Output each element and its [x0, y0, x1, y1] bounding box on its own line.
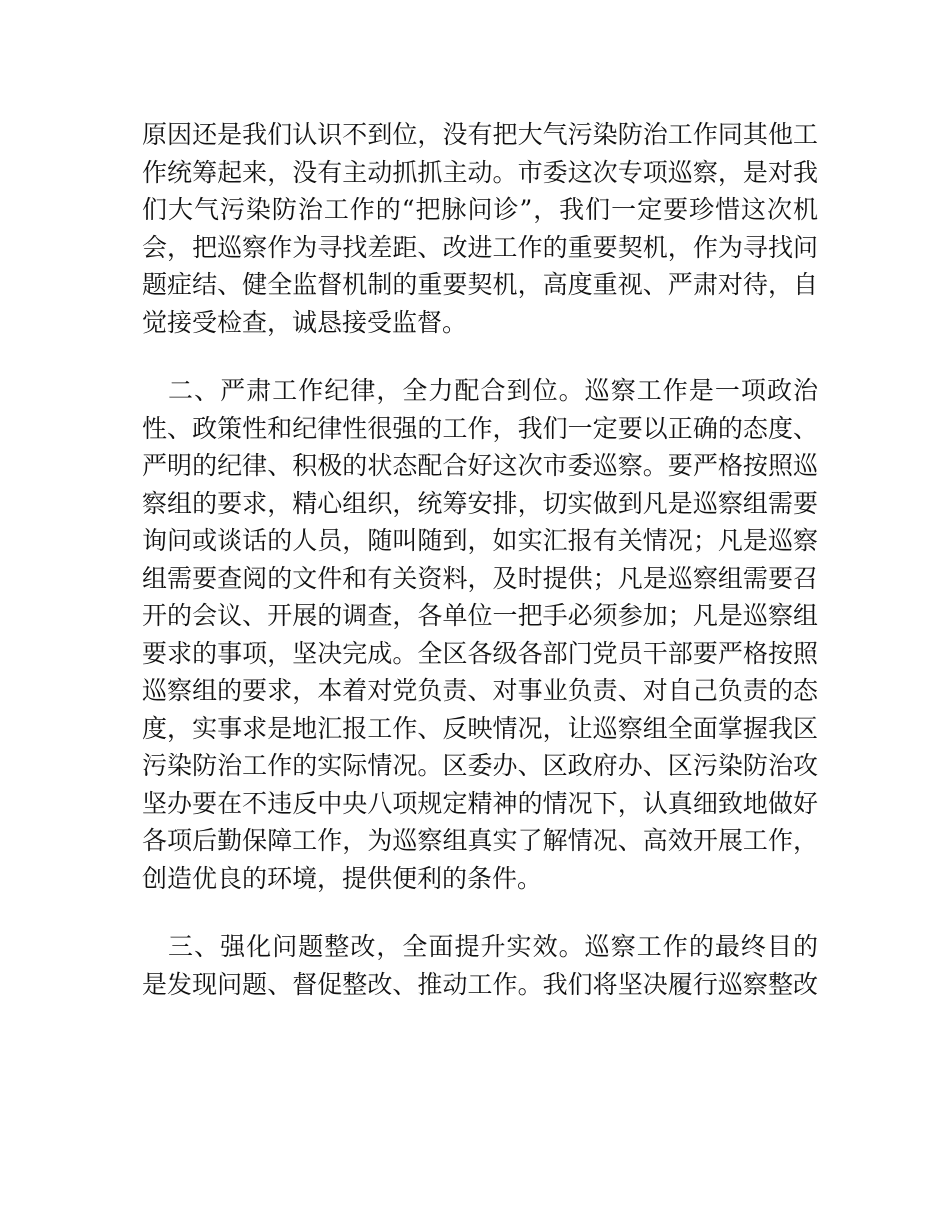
- paragraph-line: 觉接受检查，诚恳接受监督。: [142, 307, 468, 337]
- paragraph-line: 要求的事项，坚决完成。全区各级各部门党员干部要严格按照: [142, 638, 818, 668]
- paragraph-line: 污染防治工作的实际情况。区委办、区政府办、区污染防治攻: [142, 751, 818, 780]
- paragraph-line: 询问或谈话的人员，随叫随到，如实汇报有关情况；凡是巡察: [142, 526, 818, 555]
- paragraph-line: 开的会议、开展的调查，各单位一把手必须参加；凡是巡察组: [142, 601, 818, 630]
- paragraph-line: 们大气污染防治工作的“把脉问诊”，我们一定要珍惜这次机: [142, 195, 818, 224]
- paragraph-line: 严明的纪律、积极的状态配合好这次市委巡察。要严格按照巡: [142, 451, 818, 480]
- paragraph-line: 三、强化问题整改，全面提升实效。巡察工作的最终目的: [142, 932, 818, 961]
- paragraph-line: 创造优良的环境，提供便利的条件。: [142, 863, 543, 893]
- paragraph-line: 巡察组的要求，本着对党负责、对事业负责、对自己负责的态: [142, 676, 818, 705]
- paragraph-1: [142, 116, 818, 341]
- paragraph-line: 组需要查阅的文件和有关资料，及时提供；凡是巡察组需要召: [142, 563, 818, 593]
- paragraph-line: 各项后勤保障工作，为巡察组真实了解情况、高效开展工作，: [142, 826, 818, 855]
- paragraph-line: 二、严肃工作纪律，全力配合到位。巡察工作是一项政治: [142, 376, 818, 405]
- paragraph-line: 性、政策性和纪律性很强的工作，我们一定要以正确的态度、: [142, 413, 818, 443]
- paragraph-line: 坚办要在不违反中央八项规定精神的情况下，认真细致地做好: [142, 788, 818, 818]
- paragraph-line: 原因还是我们认识不到位，没有把大气污染防治工作同其他工: [142, 120, 818, 149]
- paragraph-line: 是发现问题、督促整改、推动工作。我们将坚决履行巡察整改: [142, 969, 818, 999]
- paragraph-line: 题症结、健全监督机制的重要契机，高度重视、严肃对待，自: [142, 270, 818, 299]
- paragraph-line: 作统筹起来，没有主动抓抓主动。市委这次专项巡察，是对我: [142, 157, 818, 187]
- paragraph-3: [142, 928, 818, 1003]
- paragraph-line: 度，实事求是地汇报工作、反映情况，让巡察组全面掌握我区: [142, 713, 818, 743]
- paragraph-line: 察组的要求，精心组织，统筹安排，切实做到凡是巡察组需要: [142, 488, 818, 518]
- paragraph-line: 会，把巡察作为寻找差距、改进工作的重要契机，作为寻找问: [142, 232, 818, 262]
- paragraph-2: [142, 372, 818, 897]
